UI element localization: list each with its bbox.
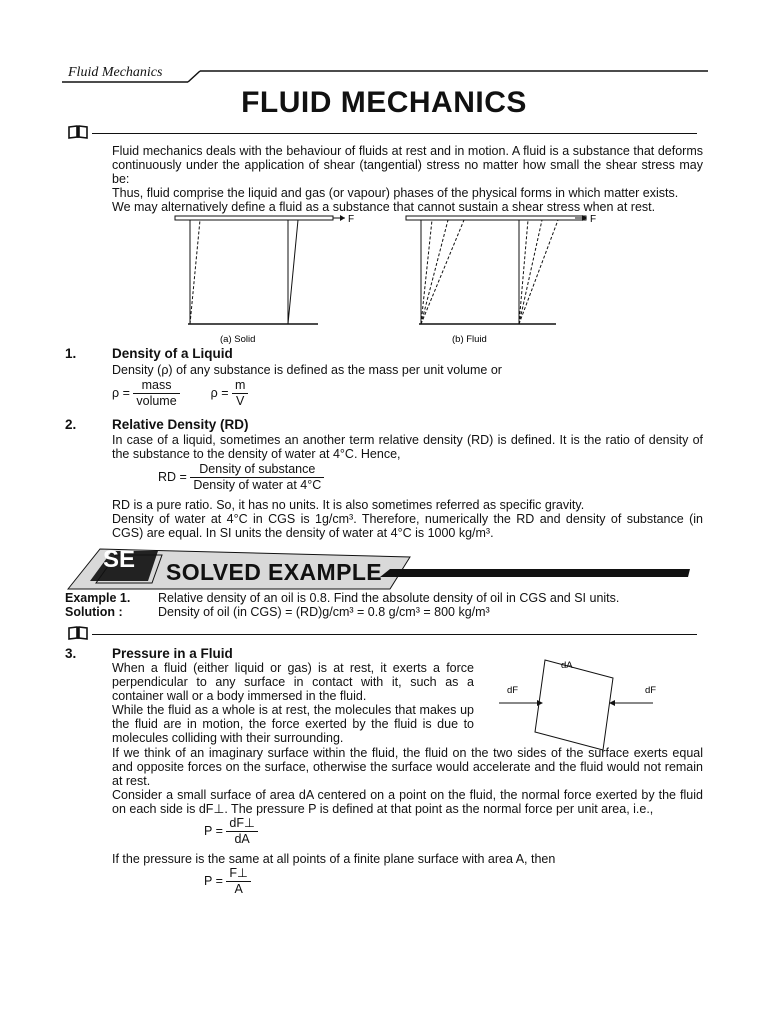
section-paragraph: While the fluid as a whole is at rest, the molecules that makes up the fluid are in motion, the force exerted by the fluid is due to molecules colliding with their surrounding.: [112, 703, 474, 745]
caption-solid: (a) Solid: [220, 334, 256, 345]
running-title: Fluid Mechanics: [68, 65, 163, 80]
example-question: Relative density of an oil is 0.8. Find the absolute density of oil in CGS and SI units.: [158, 591, 620, 605]
denominator: A: [234, 882, 243, 896]
force-label: F: [348, 214, 355, 225]
solution-label: Solution :: [65, 605, 123, 619]
banner-title: SOLVED EXAMPLE: [166, 559, 383, 585]
pressure-equation: [204, 816, 258, 847]
denominator: dA: [234, 832, 250, 846]
rho-label: ρ =: [210, 385, 229, 400]
section-title: Relative Density (RD): [112, 417, 249, 432]
dA-label: dA: [561, 660, 573, 671]
solution-text: Density of oil (in CGS) = (RD)g/cm³ = 0.8 g/cm³ = 800 kg/m³: [158, 605, 490, 619]
numerator: F⊥: [226, 866, 251, 882]
numerator: m: [232, 378, 248, 394]
fraction: [232, 378, 248, 409]
section-number: 3.: [65, 646, 77, 661]
solid-diagram: [175, 215, 345, 324]
example-label: Example 1.: [65, 591, 131, 605]
section-number: 2.: [65, 417, 77, 432]
section-text: Density (ρ) of any substance is defined as the mass per unit volume or: [112, 363, 502, 377]
page-title: FLUID MECHANICS: [241, 86, 527, 119]
section-paragraph: When a fluid (either liquid or gas) is at rest, it exerts a force perpendicular to any surface in contact with it, such as a container wall or a body immersed in the fluid.: [112, 661, 474, 703]
numerator: Density of substance: [190, 462, 324, 478]
se-badge: SE: [103, 546, 136, 573]
density-equation: [112, 378, 248, 409]
section-number: 1.: [65, 346, 77, 361]
force-label: F: [590, 214, 597, 225]
fraction: [133, 378, 179, 409]
section-text: In case of a liquid, sometimes an another term relative density (RD) is defined. It is the ratio of density of the substance to the density of water at 4°C. Hence,: [112, 433, 703, 461]
section-title: Pressure in a Fluid: [112, 646, 233, 661]
solid-fluid-figure: [170, 210, 610, 350]
intro-paragraph: Thus, fluid comprise the liquid and gas (or vapour) phases of the physical forms in which matter exists.: [112, 186, 679, 200]
rd-label: RD =: [158, 469, 187, 484]
dF-right-label: dF: [645, 685, 657, 696]
section-paragraph: If the pressure is the same at all points of a finite plane surface with area A, then: [112, 852, 556, 866]
caption-fluid: (b) Fluid: [452, 334, 487, 345]
fraction: [226, 866, 251, 897]
section-paragraph: If we think of an imaginary surface within the fluid, the fluid on the two sides of the surface exerts equal and opposite forces on the surface, otherwise the surface would accelerate and the fluid would not remain at rest.: [112, 746, 703, 788]
fluid-diagram: [406, 215, 587, 324]
book-icon: [68, 626, 88, 640]
intro-paragraph: Fluid mechanics deals with the behaviour of fluids at rest and in motion. A fluid is a substance that deforms continuously under the application of shear (tangential) stress no matter how small the shear stress may be:: [112, 144, 703, 186]
section-paragraph: RD is a pure ratio. So, it has no units. It is also sometimes referred as specific gravity.: [112, 498, 585, 512]
pressure-equation-2: [204, 866, 251, 897]
section-paragraph: Density of water at 4°C in CGS is 1g/cm³. Therefore, numerically the RD and density of substance (in CGS) are equal. In SI units the density of water at 4°C is 1000 kg/m³.: [112, 512, 703, 540]
header-rule: [62, 62, 712, 84]
denominator: Density of water at 4°C: [193, 478, 322, 492]
denominator: volume: [136, 394, 177, 408]
p-label: P =: [204, 823, 223, 838]
section-rule: [92, 634, 697, 635]
pressure-figure: [495, 652, 675, 754]
numerator: dF⊥: [226, 816, 257, 832]
fraction: [190, 462, 324, 493]
section-title: Density of a Liquid: [112, 346, 233, 361]
section-rule: [92, 133, 697, 134]
rd-equation: [158, 462, 324, 493]
section-paragraph: Consider a small surface of area dA centered on a point on the fluid, the normal force exerted by the fluid on each side is dF⊥. The pressure P is defined at that point as the normal force per unit area, i.e.,: [112, 788, 703, 816]
intro-paragraph: We may alternatively define a fluid as a substance that cannot sustain a shear stress when at rest.: [112, 200, 656, 214]
numerator: mass: [133, 378, 179, 394]
rho-label: ρ =: [112, 385, 130, 400]
book-icon: [68, 125, 88, 139]
p-label: P =: [204, 873, 223, 888]
dF-left-label: dF: [507, 685, 519, 696]
fraction: [226, 816, 257, 847]
denominator: V: [236, 394, 245, 408]
